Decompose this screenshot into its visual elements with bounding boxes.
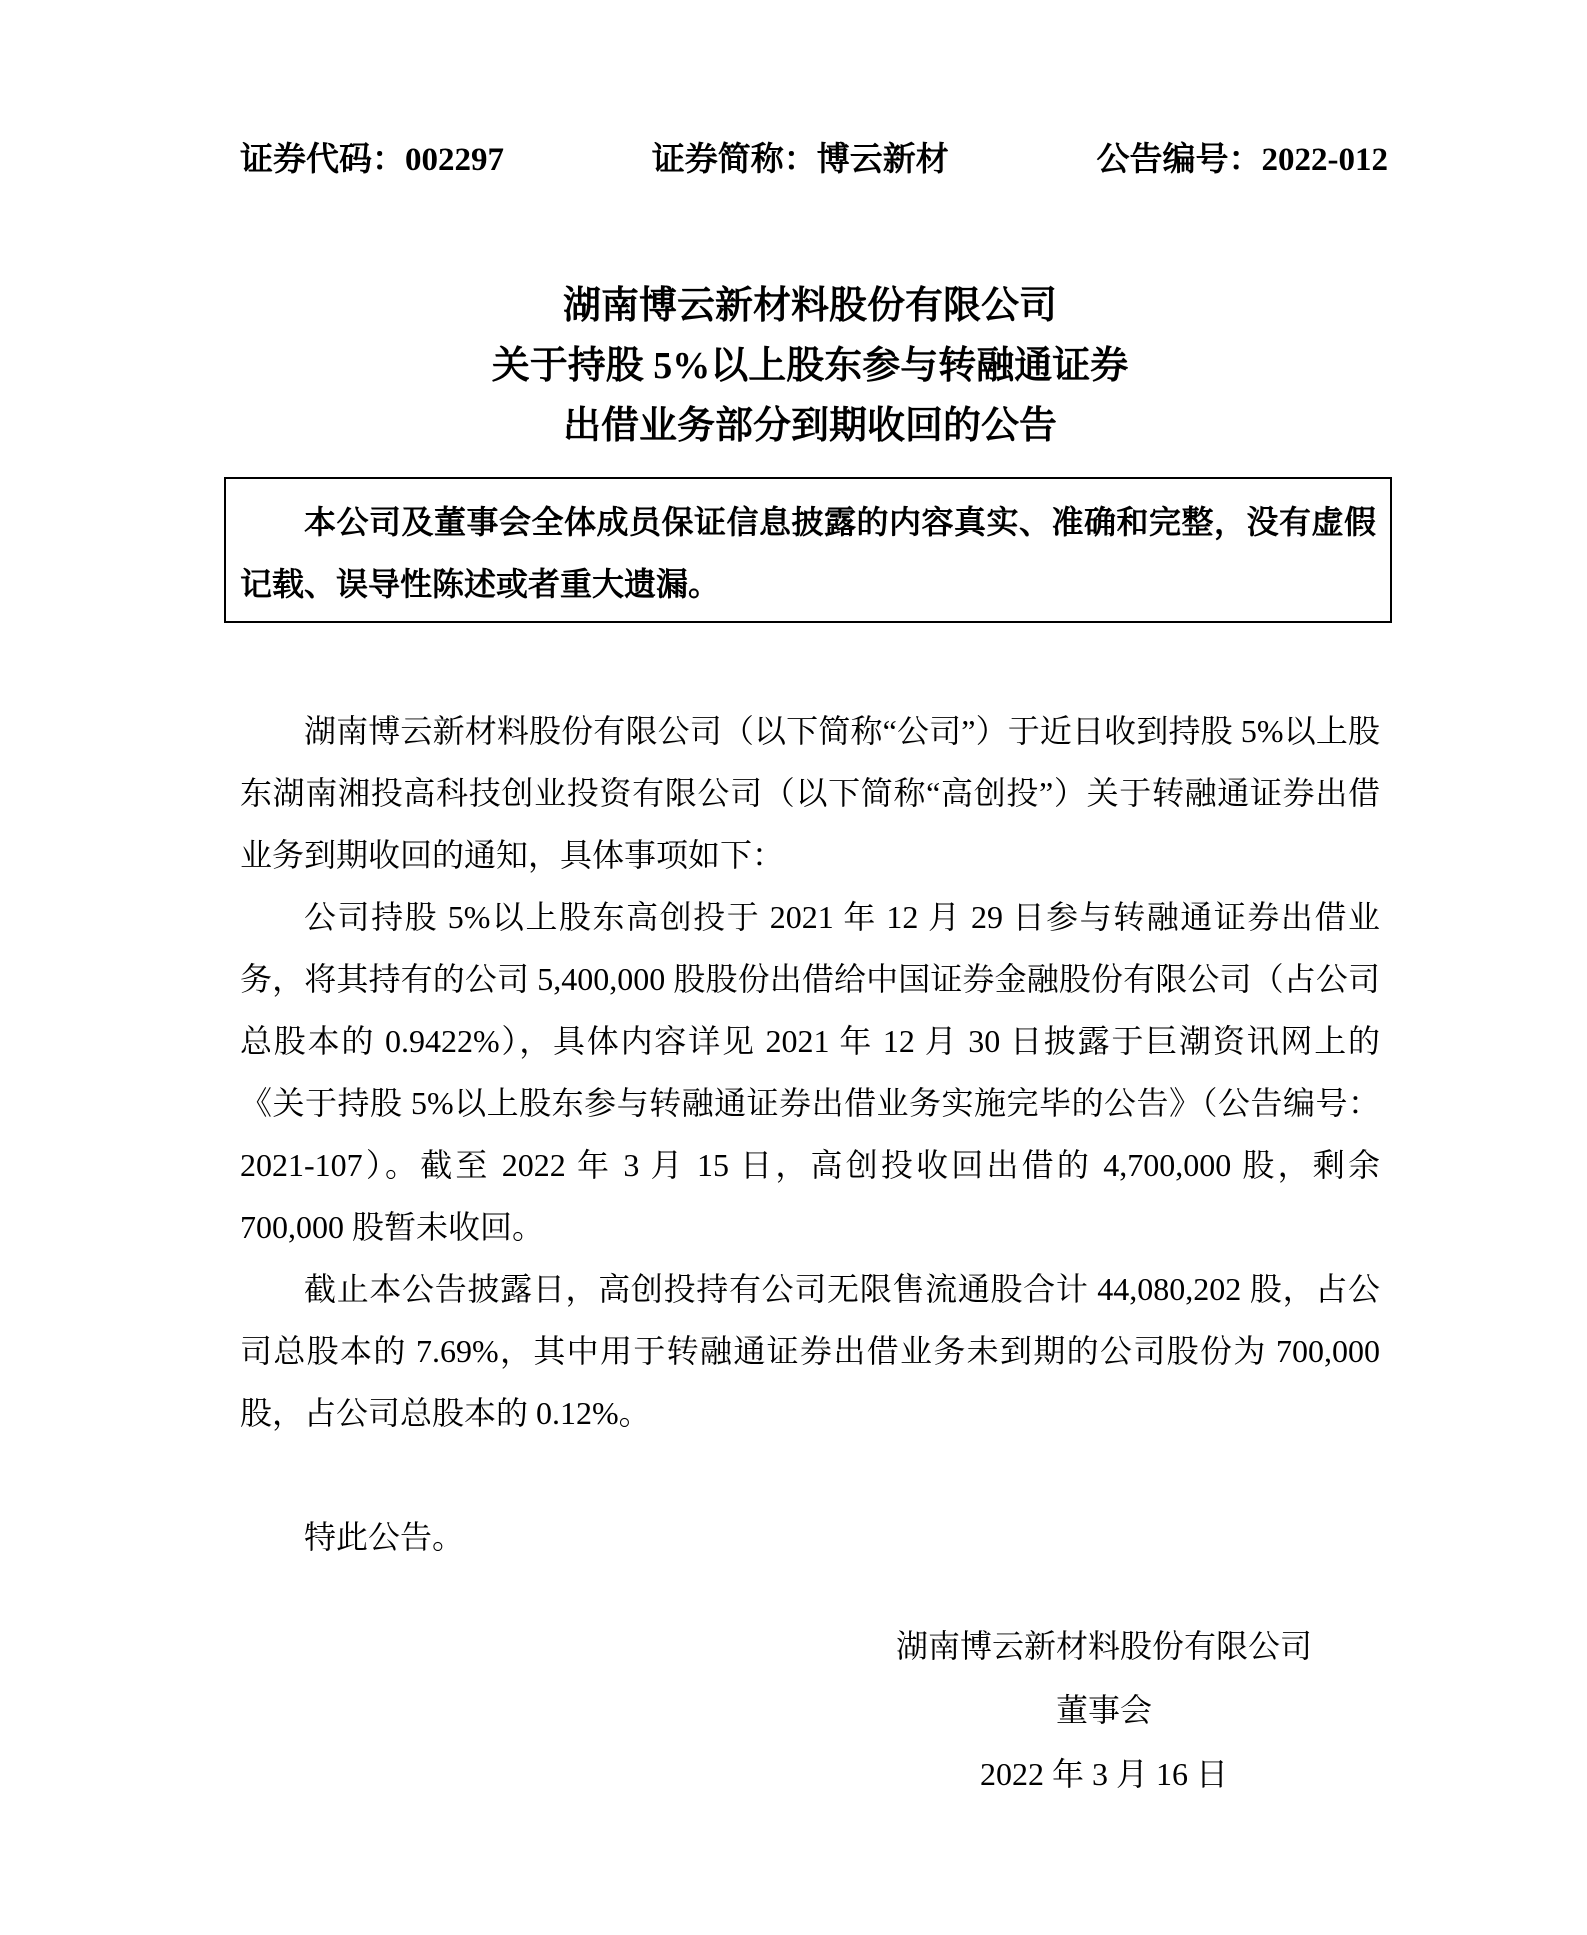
- body-paragraph-2: 公司持股 5%以上股东高创投于 2021 年 12 月 29 日参与转融通证券出借业务，将其持有的公司 5,400,000 股股份出借给中国证券金融股份有限公司（占公司总股本的 0.9422%），具体内容详见 2021 年 12 月 30 日披露于巨潮资讯网上的《关于持股 5%以上股东参与转融通证券出借业务实施完毕的公告》（公告编号：2021-107）。截至 2022 年 3 月 15 日，高创投收回出借的 4,700,000 股，剩余 700,000 股暂未收回。: [240, 899, 1380, 1245]
- title-line-subject-2: 出借业务部分到期收回的公告: [562, 405, 1057, 447]
- document-header: [240, 138, 1388, 182]
- body-paragraph-3: 截止本公告披露日，高创投持有公司无限售流通股合计 44,080,202 股，占公司总股本的 7.69%，其中用于转融通证券出借业务未到期的公司股份为 700,000 股，占公司总股本的 0.12%。: [240, 1271, 1380, 1431]
- stock-code-label: 证券代码：002297: [240, 142, 504, 178]
- disclaimer-text: 本公司及董事会全体成员保证信息披露的内容真实、准确和完整，没有虚假记载、误导性陈述或者重大遗漏。: [240, 504, 1376, 602]
- title-line-company: 湖南博云新材料股份有限公司: [562, 285, 1057, 327]
- body-paragraph-1: 湖南博云新材料股份有限公司（以下简称“公司”）于近日收到持股 5%以上股东湖南湘投高科技创业投资有限公司（以下简称“高创投”）关于转融通证券出借业务到期收回的通知，具体事项如下：: [240, 713, 1380, 873]
- disclaimer-box: [224, 477, 1392, 623]
- document-body: [240, 700, 1380, 1568]
- document-title: [240, 276, 1380, 456]
- announcement-number-label: 公告编号：2022-012: [1096, 142, 1388, 178]
- title-line-subject: 关于持股 5%以上股东参与转融通证券: [491, 345, 1129, 387]
- signature-date: 2022 年 3 月 16 日: [979, 1756, 1228, 1792]
- signature-company: 湖南博云新材料股份有限公司: [895, 1628, 1312, 1664]
- stock-name-label: 证券简称：博云新材: [651, 142, 949, 178]
- signature-block: [880, 1614, 1328, 1806]
- signature-committee: 董事会: [1055, 1692, 1152, 1728]
- closing-statement: 特此公告。: [304, 1519, 465, 1555]
